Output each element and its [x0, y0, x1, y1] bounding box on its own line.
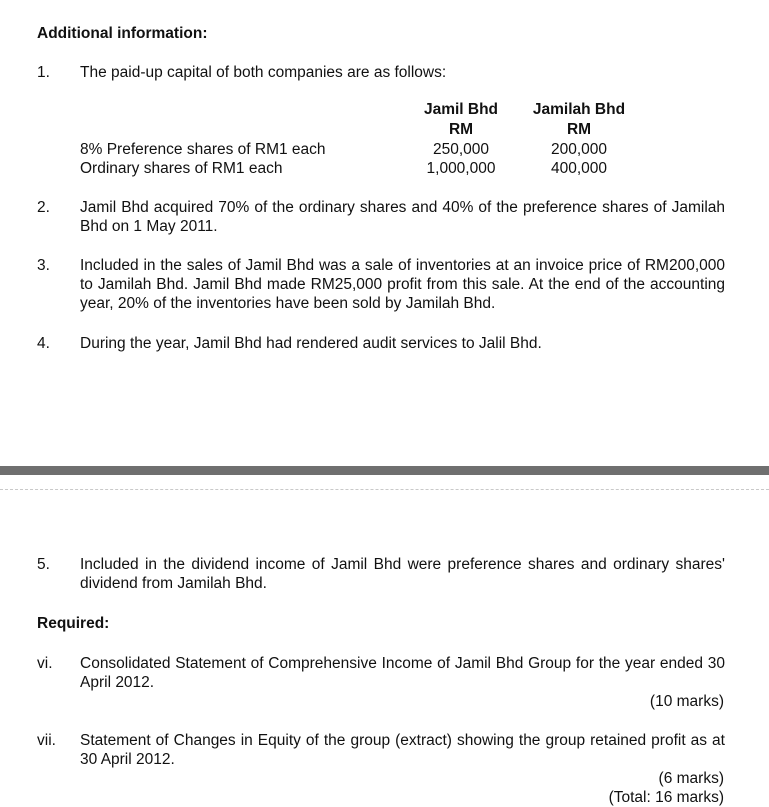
- capital-row-jamilah-value: 200,000: [550, 141, 608, 158]
- page-divider: [0, 466, 769, 475]
- capital-row-jamilah-value: 400,000: [550, 160, 608, 177]
- item-3-number: 3.: [37, 257, 50, 274]
- item-3-text: Included in the sales of Jamil Bhd was a sale of inventories at an invoice price of RM200,000 to Jamilah Bhd. Jamil Bhd made RM25,000 profit from this sale. At the end of the accounting year, 20% of the inventories have been sold by Jamilah Bhd.: [80, 257, 725, 312]
- item-1-text: The paid-up capital of both companies are as follows:: [80, 64, 447, 81]
- item-2-number: 2.: [37, 199, 50, 216]
- item-5-number: 5.: [37, 556, 50, 573]
- jamilah-bhd-header: Jamilah Bhd: [532, 101, 626, 118]
- jamilah-bhd-unit: RM: [566, 121, 592, 138]
- additional-information-heading: Additional information:: [37, 25, 208, 42]
- item-1-number: 1.: [37, 64, 50, 81]
- page-edge-line: [0, 489, 769, 490]
- capital-row-jamil-value: 250,000: [432, 141, 490, 158]
- capital-row-jamil-value: 1,000,000: [426, 160, 496, 177]
- requirement-vii-text: Statement of Changes in Equity of the group (extract) showing the group retained profit as at 30 April 2012.: [80, 732, 725, 768]
- item-5-text: Included in the dividend income of Jamil Bhd were preference shares and ordinary shares' dividend from Jamilah Bhd.: [80, 556, 725, 592]
- capital-row-label: Ordinary shares of RM1 each: [80, 160, 283, 177]
- item-4-number: 4.: [37, 335, 50, 352]
- capital-row-label: 8% Preference shares of RM1 each: [80, 141, 326, 158]
- jamil-bhd-header: Jamil Bhd: [423, 101, 499, 118]
- total-marks: (Total: 16 marks): [608, 789, 724, 806]
- requirement-vii-number: vii.: [37, 732, 56, 749]
- item-2-text: Jamil Bhd acquired 70% of the ordinary shares and 40% of the preference shares of Jamilah Bhd on 1 May 2011.: [80, 199, 725, 235]
- item-4-text: During the year, Jamil Bhd had rendered audit services to Jalil Bhd.: [80, 335, 542, 352]
- requirement-vi-number: vi.: [37, 655, 53, 672]
- requirement-vii-marks: (6 marks): [658, 770, 724, 787]
- required-heading: Required:: [37, 615, 110, 632]
- requirement-vi-marks: (10 marks): [649, 693, 724, 710]
- requirement-vi-text: Consolidated Statement of Comprehensive Income of Jamil Bhd Group for the year ended 30 April 2012.: [80, 655, 725, 691]
- jamil-bhd-unit: RM: [448, 121, 474, 138]
